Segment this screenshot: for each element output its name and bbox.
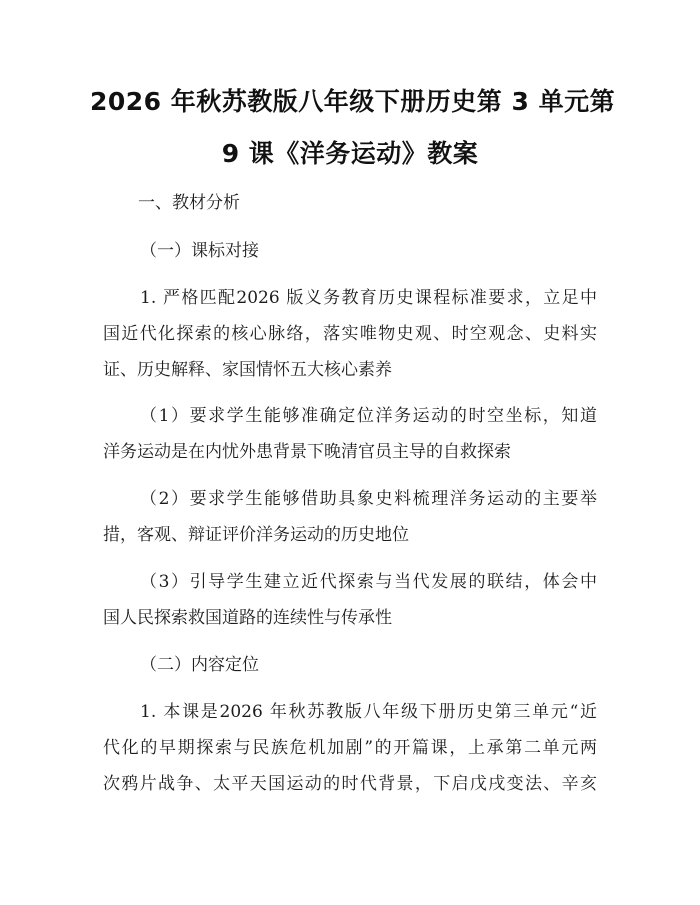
section-heading-textbook-analysis: 一、教材分析 bbox=[138, 193, 240, 213]
document-title-line-2: 9 课《洋务运动》教案 bbox=[221, 139, 479, 168]
subsection-heading-curriculum-alignment: （一）课标对接 bbox=[140, 241, 259, 261]
subsection-heading-content-positioning: （二）内容定位 bbox=[140, 655, 259, 675]
paragraph-1-line-3: 证、历史解释、家国情怀五大核心素养 bbox=[103, 360, 392, 380]
paragraph-2-line-1: 1. 本课是2026 年秋苏教版八年级下册历史第三单元“近 bbox=[140, 702, 597, 722]
sub-item-1-line-1: （1）要求学生能够准确定位洋务运动的时空坐标，知道 bbox=[140, 406, 597, 426]
sub-item-3-line-1: （3）引导学生建立近代探索与当代发展的联结，体会中 bbox=[140, 572, 597, 592]
paragraph-2-line-2: 代化的早期探索与民族危机加剧”的开篇课，上承第二单元两 bbox=[103, 738, 597, 758]
sub-item-3-line-2: 国人民探索救国道路的连续性与传承性 bbox=[103, 608, 392, 628]
sub-item-2-line-1: （2）要求学生能够借助具象史料梳理洋务运动的主要举 bbox=[140, 489, 597, 509]
sub-item-2-line-2: 措，客观、辩证评价洋务运动的历史地位 bbox=[103, 525, 409, 545]
paragraph-2-line-3: 次鸦片战争、太平天国运动的时代背景，下启戊戌变法、辛亥 bbox=[103, 774, 597, 794]
document-title-line-1: 2026 年秋苏教版八年级下册历史第 3 单元第 bbox=[90, 87, 616, 116]
paragraph-1-line-1: 1. 严格匹配2026 版义务教育历史课程标准要求，立足中 bbox=[140, 288, 597, 308]
paragraph-1-line-2: 国近代化探索的核心脉络，落实唯物史观、时空观念、史料实 bbox=[103, 324, 597, 344]
sub-item-1-line-2: 洋务运动是在内忧外患背景下晚清官员主导的自救探索 bbox=[103, 442, 511, 462]
